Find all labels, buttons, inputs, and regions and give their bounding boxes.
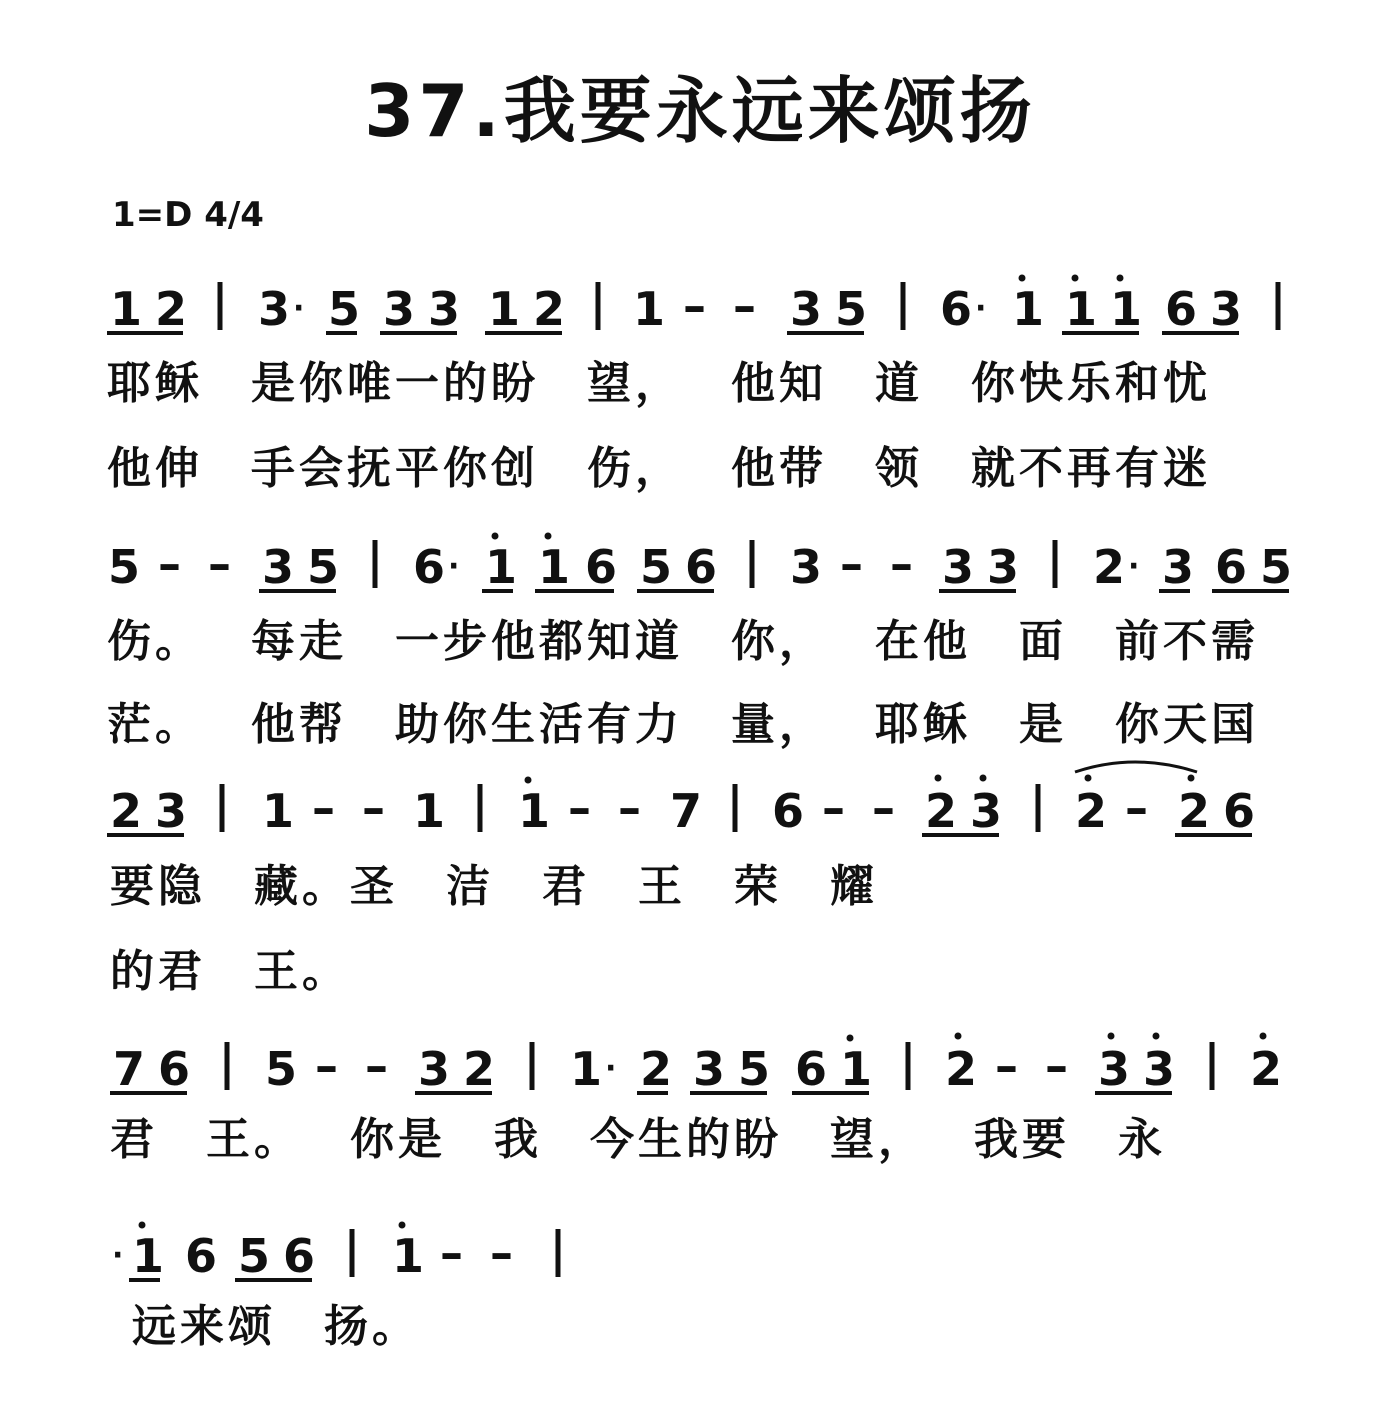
note: 6: [158, 1042, 191, 1096]
lyric-word: 每走: [251, 616, 347, 667]
note: 2: [640, 1042, 673, 1096]
lyric-word: 他伸: [107, 443, 203, 494]
lyric-word: 就不再有迷: [971, 443, 1211, 494]
svg-text:–: –: [365, 1039, 388, 1093]
lyric-word: 耶稣: [875, 699, 971, 750]
lyric-word: 你，: [731, 616, 827, 667]
svg-text:–: –: [683, 279, 706, 333]
lyrics-line-3-verse-1: [110, 861, 926, 912]
lyric-word: 远来颂: [132, 1301, 276, 1352]
note: 1: [1065, 282, 1098, 336]
note: 2: [1093, 540, 1126, 594]
note: 3: [428, 282, 461, 336]
lyric-word: 扬。: [324, 1301, 420, 1352]
note: 6: [283, 1229, 316, 1283]
note: 1: [633, 282, 666, 336]
note: 3: [383, 282, 416, 336]
note: 1: [570, 1042, 603, 1096]
note: 3: [262, 540, 295, 594]
svg-text:–: –: [995, 1039, 1018, 1093]
note: 3: [1162, 540, 1195, 594]
notation-line-4: [110, 1033, 1282, 1097]
lyric-word: 君: [110, 1114, 158, 1165]
note: 6: [1223, 784, 1256, 838]
lyric-word: 他带: [731, 443, 827, 494]
note: 3: [155, 784, 188, 838]
note: 2: [1178, 784, 1211, 838]
note: 5: [238, 1229, 271, 1283]
lyric-word: 伤，: [587, 443, 683, 494]
svg-text:–: –: [568, 781, 591, 835]
note: 7: [670, 784, 703, 838]
lyric-word: 今生的盼: [590, 1114, 782, 1165]
note: 6: [1215, 540, 1248, 594]
lyric-word: 领: [875, 443, 923, 494]
lyric-word: 耶稣: [107, 358, 203, 409]
lyric-word: 伤。: [107, 616, 203, 667]
svg-text:–: –: [733, 279, 756, 333]
note: 1: [538, 540, 571, 594]
svg-text:–: –: [890, 537, 913, 591]
svg-text:–: –: [315, 1039, 338, 1093]
lyric-word: 的君: [110, 946, 206, 997]
note: 1: [488, 282, 521, 336]
lyric-word: 君: [542, 861, 590, 912]
lyric-word: 王。: [254, 946, 350, 997]
lyric-word: 要隐: [110, 861, 206, 912]
lyric-word: 王: [638, 861, 686, 912]
note: 5: [738, 1042, 771, 1096]
lyrics-line-4-verse-1: [110, 1114, 1214, 1165]
note: 3: [1098, 1042, 1131, 1096]
svg-text:·: ·: [975, 291, 987, 326]
note: 1: [1110, 282, 1143, 336]
svg-text:–: –: [490, 1226, 513, 1280]
svg-text:·: ·: [293, 291, 305, 326]
note: 5: [307, 540, 340, 594]
note: 3: [790, 540, 823, 594]
lyric-word: 耀: [830, 861, 878, 912]
lyric-word: 面: [1019, 616, 1067, 667]
lyric-word: 前不需: [1115, 616, 1259, 667]
svg-text:–: –: [362, 781, 385, 835]
lyric-word: 荣: [734, 861, 782, 912]
notation-line-5: [112, 1222, 558, 1284]
lyric-word: 望，: [587, 358, 683, 409]
lyric-word: 他知: [731, 358, 827, 409]
notation-line-3: [107, 762, 1255, 838]
svg-text:·: ·: [1128, 549, 1140, 584]
lyric-word: 茫。: [107, 699, 203, 750]
notation-line-2: [108, 533, 1292, 595]
note: 2: [945, 1042, 978, 1096]
lyrics-line-1-verse-1: [107, 358, 1259, 409]
note: 1: [1012, 282, 1045, 336]
lyric-word: 道: [875, 358, 923, 409]
lyric-word: 你快乐和忧: [971, 358, 1211, 409]
note: 2: [110, 784, 143, 838]
note: 1: [840, 1042, 873, 1096]
lyric-word: 量，: [731, 699, 827, 750]
svg-text:–: –: [840, 537, 863, 591]
note: 1: [518, 784, 551, 838]
note: 3: [693, 1042, 726, 1096]
note: 3: [418, 1042, 451, 1096]
note: 7: [113, 1042, 146, 1096]
note: 2: [1250, 1042, 1283, 1096]
lyric-word: 是: [1019, 699, 1067, 750]
note: 2: [1075, 784, 1108, 838]
lyrics-line-1-verse-2: [107, 443, 1259, 494]
note: 6: [1165, 282, 1198, 336]
note: 3: [987, 540, 1020, 594]
note: 3: [790, 282, 823, 336]
notation-line-1: [107, 275, 1278, 337]
lyric-word: 一步他都知道: [395, 616, 683, 667]
note: 2: [155, 282, 188, 336]
note: 5: [265, 1042, 298, 1096]
svg-text:–: –: [312, 781, 335, 835]
lyric-word: 永: [1118, 1114, 1166, 1165]
lyric-word: 是你唯一的盼: [251, 358, 539, 409]
lyrics-line-2-verse-1: [107, 616, 1307, 667]
note: 5: [108, 540, 141, 594]
lyric-word: 手会抚平你创: [251, 443, 539, 494]
note: 1: [132, 1229, 165, 1283]
lyrics-line-3-verse-2: [110, 946, 398, 997]
svg-text:–: –: [618, 781, 641, 835]
note: 6: [685, 540, 718, 594]
svg-text:–: –: [872, 781, 895, 835]
note: 6: [772, 784, 805, 838]
svg-text:–: –: [1045, 1039, 1068, 1093]
svg-text:·: ·: [112, 1238, 124, 1273]
lyric-word: 你天国: [1115, 699, 1259, 750]
note: 2: [533, 282, 566, 336]
svg-text:·: ·: [448, 549, 460, 584]
note: 3: [970, 784, 1003, 838]
note: 6: [185, 1229, 218, 1283]
note: 3: [1143, 1042, 1176, 1096]
note: 3: [1210, 282, 1243, 336]
svg-text:–: –: [1125, 781, 1148, 835]
note: 5: [640, 540, 673, 594]
lyric-word: 他帮: [251, 699, 347, 750]
lyric-word: 望，: [830, 1114, 926, 1165]
note: 6: [413, 540, 446, 594]
notation-text-1: [0, 0, 1, 1]
note: 2: [463, 1042, 496, 1096]
lyric-word: 洁: [446, 861, 494, 912]
svg-text:–: –: [158, 537, 181, 591]
note: 6: [585, 540, 618, 594]
note: 3: [942, 540, 975, 594]
note: 1: [413, 784, 446, 838]
lyric-word: 在他: [875, 616, 971, 667]
lyric-word: 助你生活有力: [395, 699, 683, 750]
song-title: 37.我要永远来颂扬: [364, 69, 1036, 153]
note: 6: [795, 1042, 828, 1096]
svg-text:–: –: [822, 781, 845, 835]
note: 5: [328, 282, 361, 336]
note: 2: [925, 784, 958, 838]
lyric-word: 藏。圣: [254, 861, 398, 912]
note: 3: [258, 282, 291, 336]
key-signature: 1=D 4/4: [112, 195, 264, 235]
lyric-word: 你是: [350, 1114, 446, 1165]
note: 5: [1260, 540, 1293, 594]
lyric-word: 我要: [974, 1114, 1070, 1165]
lyric-word: 王。: [206, 1114, 302, 1165]
note: 5: [835, 282, 868, 336]
svg-text:·: ·: [605, 1051, 617, 1086]
note: 1: [110, 282, 143, 336]
note: 1: [485, 540, 518, 594]
lyrics-line-5-verse-1: [132, 1301, 468, 1352]
note: 1: [262, 784, 295, 838]
lyrics-line-2-verse-2: [107, 699, 1307, 750]
svg-text:–: –: [440, 1226, 463, 1280]
lyric-word: 我: [494, 1114, 542, 1165]
note: 1: [392, 1229, 425, 1283]
note: 6: [940, 282, 973, 336]
svg-text:–: –: [208, 537, 231, 591]
